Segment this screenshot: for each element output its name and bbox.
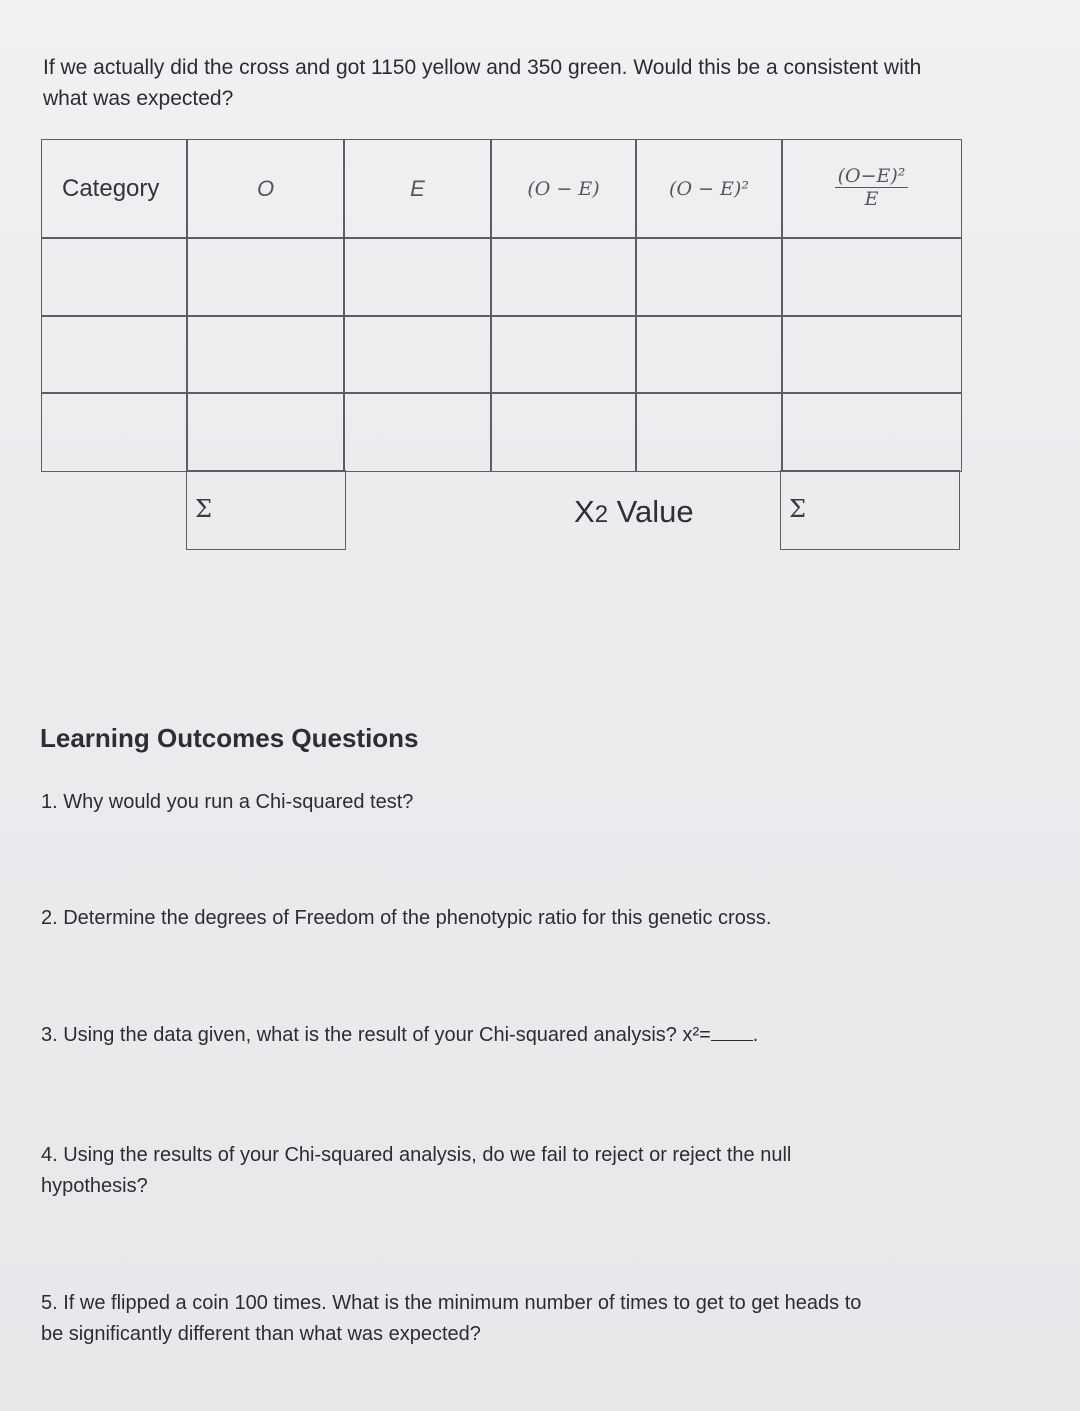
question-3-end: .: [752, 1024, 759, 1046]
header-difference: [490, 139, 637, 239]
x2-letter: X: [574, 494, 595, 529]
table-cell[interactable]: [41, 315, 188, 394]
question-4-line-1: 4. Using the results of your Chi-squared analysis, do we fail to reject or reject the null: [41, 1144, 792, 1166]
table-cell[interactable]: [41, 237, 188, 317]
table-cell[interactable]: [490, 392, 637, 472]
table-cell[interactable]: [781, 392, 962, 472]
question-4: [41, 1140, 1021, 1202]
chi-ratio-fraction: [835, 166, 909, 209]
chi-ratio-numerator: (O−E)²: [835, 166, 909, 188]
intro-question: [43, 52, 1023, 114]
section-heading: Learning Outcomes Questions: [40, 723, 419, 753]
header-observed-label: O: [256, 176, 275, 201]
header-difference-label: (O − E): [527, 178, 600, 200]
table-cell[interactable]: [186, 237, 345, 317]
chi-square-table: [41, 139, 962, 551]
header-category-label: Category: [62, 175, 160, 202]
header-expected-label: E: [410, 176, 425, 201]
table-cell[interactable]: [343, 315, 492, 394]
question-3-text: 3. Using the data given, what is the result of your Chi-squared analysis? x²=: [41, 1024, 711, 1046]
question-5: [41, 1288, 1021, 1350]
header-expected: [343, 139, 492, 239]
question-1: 1. Why would you run a Chi-squared test?: [41, 791, 414, 813]
sum-symbol-chi: Σ: [789, 495, 806, 523]
question-2: 2. Determine the degrees of Freedom of the phenotypic ratio for this genetic cross.: [41, 907, 772, 929]
question-4-line-2: hypothesis?: [41, 1175, 148, 1197]
table-cell[interactable]: [490, 237, 637, 317]
x2-value-word: Value: [608, 494, 694, 529]
chi-ratio-denominator: E: [864, 188, 879, 210]
sum-observed-cell[interactable]: [186, 470, 346, 550]
table-cell[interactable]: [490, 315, 637, 394]
table-cell[interactable]: [343, 392, 492, 472]
question-5-line-2: be significantly different than what was expected?: [41, 1323, 481, 1345]
table-cell[interactable]: [781, 237, 962, 317]
table-cell[interactable]: [186, 315, 345, 394]
table-cell[interactable]: [343, 237, 492, 317]
answer-blank[interactable]: [711, 1022, 753, 1041]
question-3: [41, 1020, 1021, 1051]
sum-symbol-observed: Σ: [195, 495, 212, 523]
table-cell[interactable]: [635, 315, 783, 394]
table-cell[interactable]: [635, 237, 783, 317]
intro-line-2: what was expected?: [43, 87, 234, 110]
header-observed: [186, 139, 345, 239]
x2-value-label: [574, 494, 694, 530]
header-category: [41, 139, 188, 239]
header-diff-squared-label: (O − E)²: [669, 178, 749, 200]
table-cell[interactable]: [41, 392, 188, 472]
intro-line-1: If we actually did the cross and got 1150 yellow and 350 green. Would this be a consistent with: [43, 56, 922, 79]
header-diff-squared: [635, 139, 783, 239]
question-5-line-1: 5. If we flipped a coin 100 times. What is the minimum number of times to get to get heads to: [41, 1292, 862, 1314]
x2-subscript: 2: [594, 501, 609, 528]
sum-chi-cell[interactable]: [780, 470, 960, 550]
header-chi-ratio: [781, 139, 962, 239]
table-cell[interactable]: [635, 392, 783, 472]
table-cell[interactable]: [781, 315, 962, 394]
table-cell[interactable]: [186, 392, 345, 472]
